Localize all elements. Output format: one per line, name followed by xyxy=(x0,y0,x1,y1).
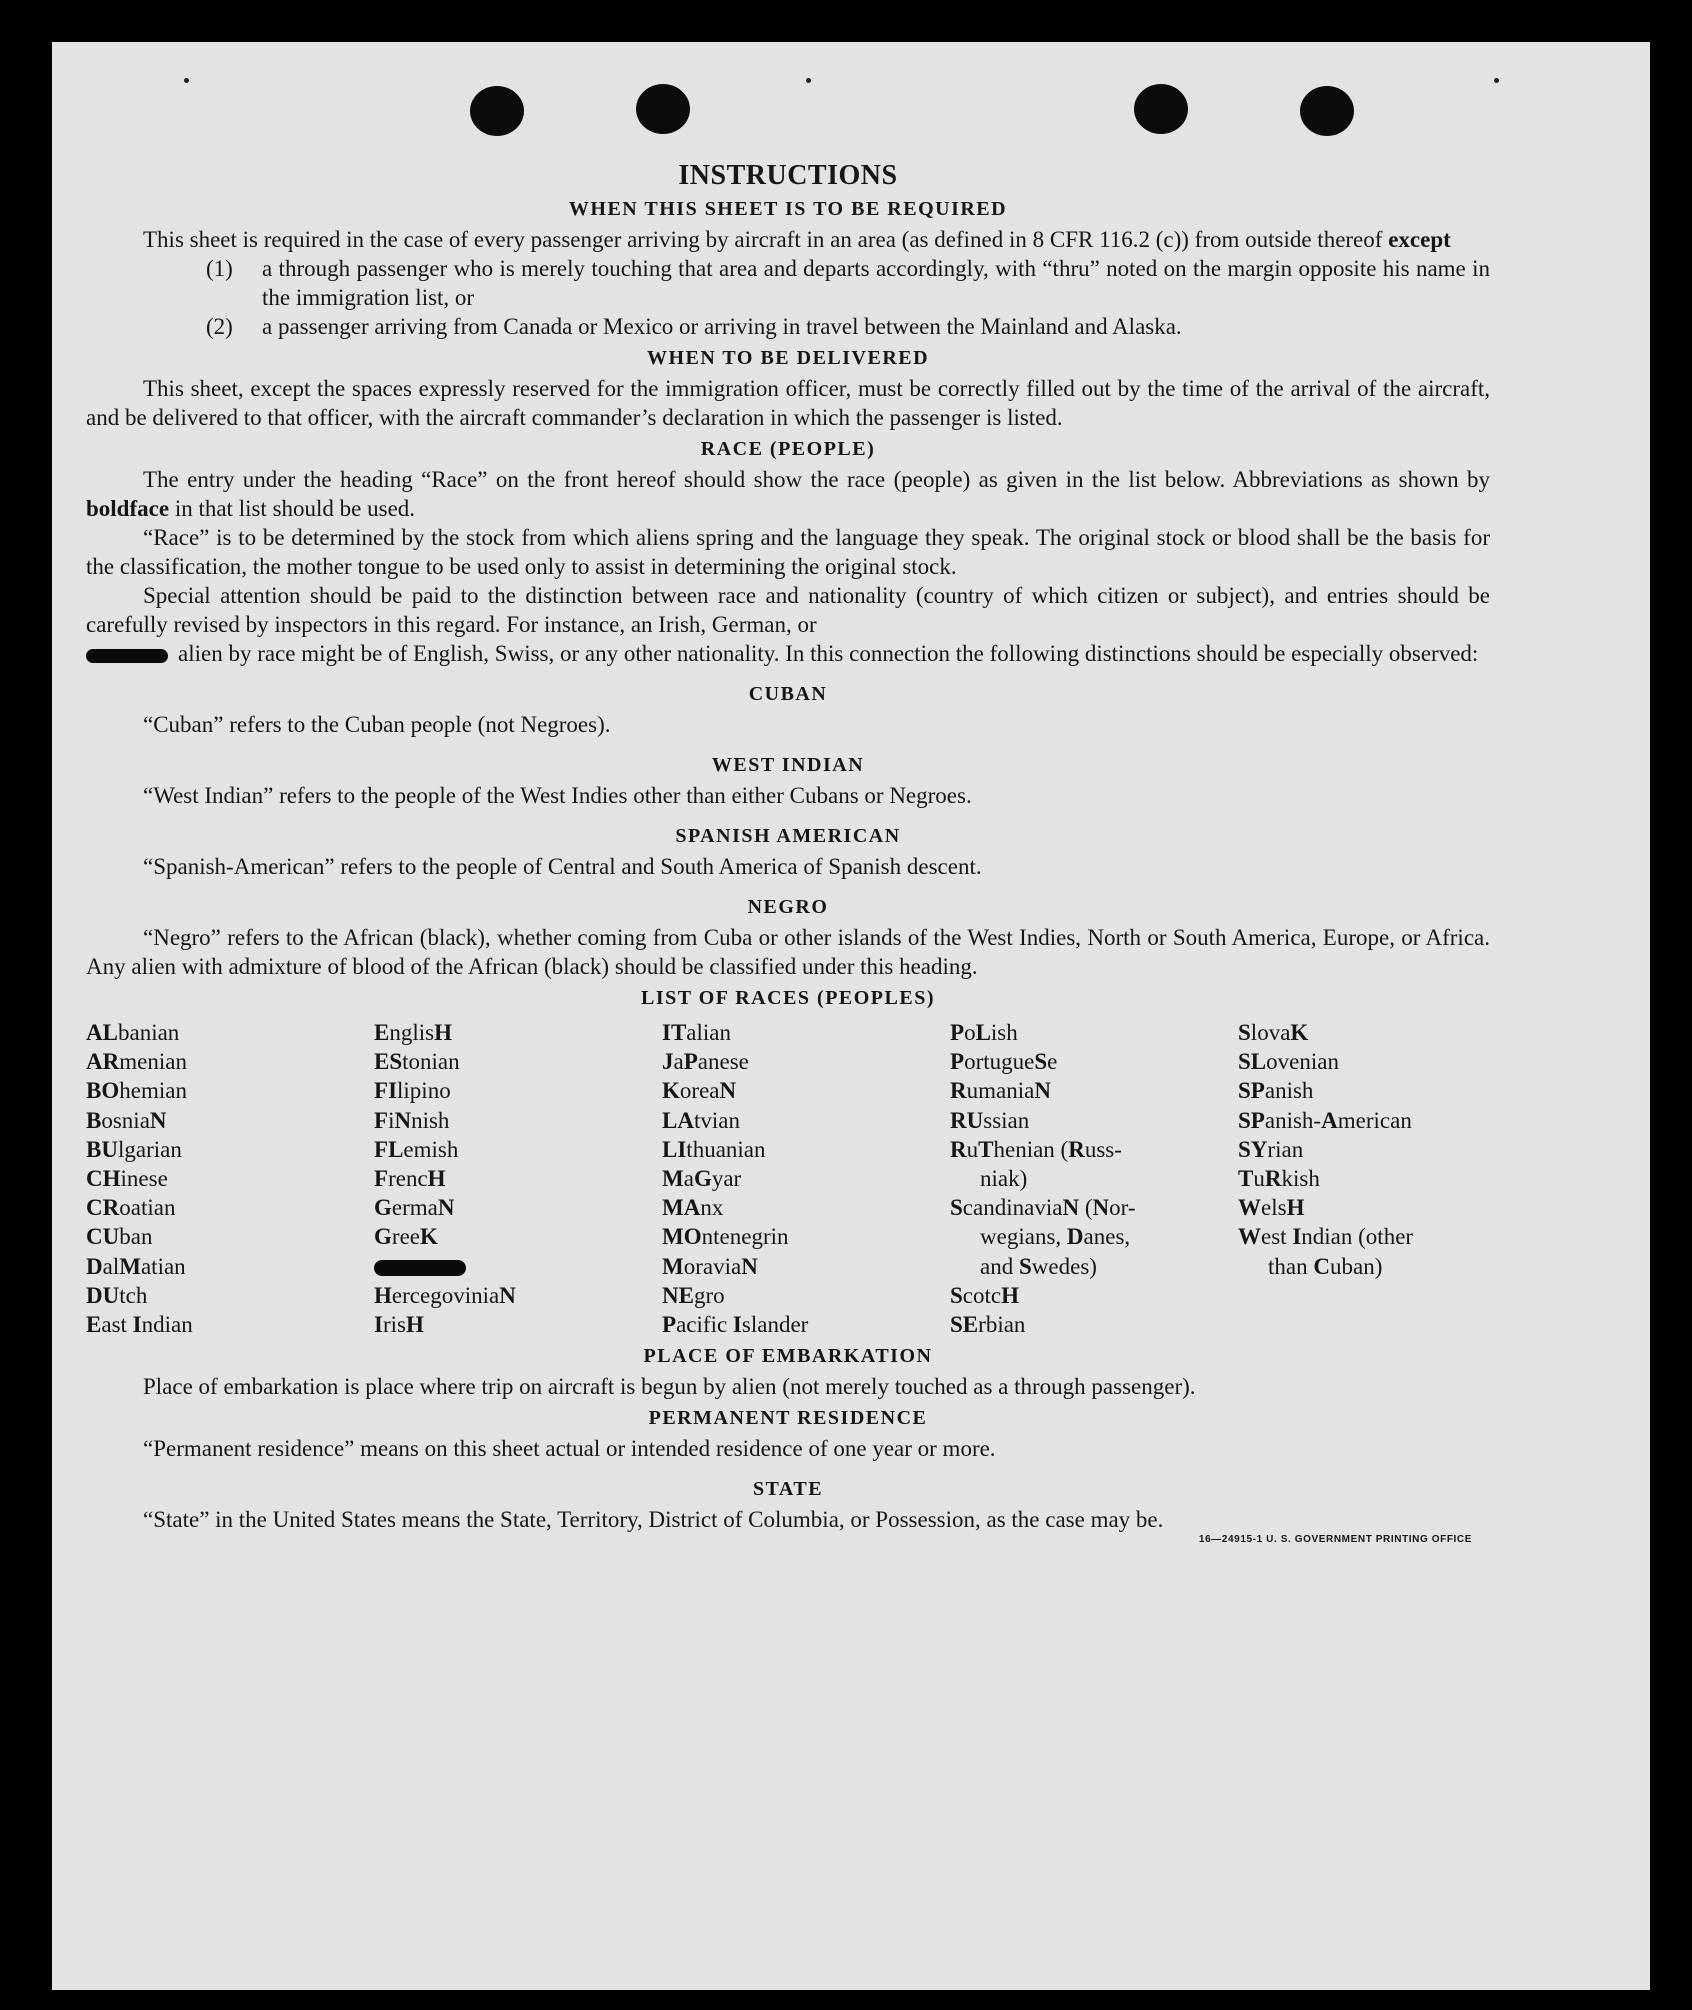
race-item: East Indian xyxy=(86,1312,193,1338)
punch-hole xyxy=(1134,84,1188,134)
race-item: ARmenian xyxy=(86,1049,187,1075)
race-paragraph-2: “Race” is to be determined by the stock from which aliens spring and the language they speak. The original stock or blood shall be the basis for the classification, the mother tongue to be used only to assist in determining the original stock. xyxy=(86,525,1490,579)
printer-line xyxy=(86,1534,1490,1545)
state-text: “State” in the United States means the State, Territory, District of Columbia, or Possession, as the case may be. xyxy=(143,1507,1164,1533)
section-heading-spanish-american: SPANISH AMERICAN xyxy=(675,825,901,847)
section-heading-delivered: WHEN TO BE DELIVERED xyxy=(646,347,930,369)
race-item: KoreaN xyxy=(662,1078,737,1104)
race-item: wegians, Danes, xyxy=(980,1224,1131,1250)
race-item: than Cuban) xyxy=(1268,1253,1383,1279)
race-item: WelsH xyxy=(1238,1195,1305,1221)
race-paragraph-1: The entry under the heading “Race” on the front hereof should show the race (people) as given in the list below. Abbreviations as shown by boldface in that list should be used. xyxy=(86,467,1490,521)
race-item: NEgro xyxy=(662,1282,725,1308)
west-indian-definition: “West Indian” refers to the people of the West Indies other than either Cubans or Negroes. xyxy=(143,783,972,808)
race-item: ScandinaviaN (Nor- xyxy=(950,1195,1136,1221)
document-page xyxy=(52,42,1650,1990)
race-item: CRoatian xyxy=(86,1195,176,1221)
race-item: EStonian xyxy=(374,1049,460,1075)
races-column xyxy=(374,1018,662,1339)
section-heading-negro: NEGRO xyxy=(747,896,829,918)
race-item: GreeK xyxy=(374,1224,438,1250)
race-item: DUtch xyxy=(86,1282,148,1308)
speck xyxy=(184,78,189,83)
race-item: SlovaK xyxy=(1238,1020,1309,1045)
embarkation-text: Place of embarkation is place where trip on aircraft is begun by alien (not merely touched as a through passenger). xyxy=(143,1374,1196,1400)
race-item: HercegoviniaN xyxy=(374,1282,516,1308)
race-item: SPanish-American xyxy=(1238,1107,1412,1133)
race-item: BUlgarian xyxy=(86,1136,182,1162)
races-column xyxy=(1238,1018,1488,1339)
redaction-mark xyxy=(374,1260,466,1276)
race-item: BosniaN xyxy=(86,1107,167,1133)
race-item: EnglisH xyxy=(374,1020,452,1045)
section-heading-list-of-races: LIST OF RACES (PEOPLES) xyxy=(640,987,935,1009)
race-item: MoraviaN xyxy=(662,1253,758,1279)
race-item-redacted xyxy=(374,1252,662,1281)
exception-item: (1) a through passenger who is merely touching that area and departs accordingly, with “thru” noted on the margin opposite his name in the immigration list, or xyxy=(206,256,1490,310)
race-item: FiNnish xyxy=(374,1107,450,1133)
race-item: SYrian xyxy=(1238,1136,1304,1162)
race-item: RuThenian (Russ- xyxy=(950,1136,1122,1162)
delivered-text: This sheet, except the spaces expressly reserved for the immigration officer, must be correctly filled out by the time of the arrival of the aircraft, and be delivered to that officer, with the aircraft commander’s declaration in which the passenger is listed. xyxy=(86,376,1490,430)
race-item: RumaniaN xyxy=(950,1078,1051,1104)
race-item: BOhemian xyxy=(86,1078,187,1104)
section-heading-race: RACE (PEOPLE) xyxy=(700,438,876,460)
race-item: SPanish xyxy=(1238,1078,1314,1104)
punch-hole xyxy=(470,86,524,136)
punch-hole xyxy=(1300,86,1354,136)
cuban-definition: “Cuban” refers to the Cuban people (not Negroes). xyxy=(143,712,611,737)
section-heading-cuban: CUBAN xyxy=(748,683,828,705)
section-heading-residence: PERMANENT RESIDENCE xyxy=(648,1407,928,1430)
race-item: GermaN xyxy=(374,1195,455,1221)
race-item: FLemish xyxy=(374,1136,459,1162)
race-item: CUban xyxy=(86,1224,153,1250)
speck xyxy=(1494,78,1499,83)
printer-imprint: 16—24915-1 U. S. GOVERNMENT PRINTING OFFICE xyxy=(1198,1534,1472,1546)
section-heading-embarkation: PLACE OF EMBARKATION xyxy=(643,1345,933,1368)
race-item: PortugueSe xyxy=(950,1049,1058,1075)
redaction-mark xyxy=(86,649,168,663)
races-column xyxy=(86,1018,374,1339)
races-column xyxy=(950,1018,1238,1339)
punch-hole xyxy=(636,84,690,134)
race-item: Pacific Islander xyxy=(662,1312,809,1338)
race-item: JaPanese xyxy=(662,1049,749,1075)
races-column xyxy=(662,1018,950,1339)
residence-text: “Permanent residence” means on this sheet actual or intended residence of one year or more. xyxy=(143,1436,996,1462)
instructions-body xyxy=(86,160,1490,1545)
race-item: TuRkish xyxy=(1238,1166,1320,1192)
spanish-american-definition: “Spanish-American” refers to the people of Central and South America of Spanish descent. xyxy=(143,854,982,879)
races-list xyxy=(86,1018,1490,1339)
race-item: MOntenegrin xyxy=(662,1224,789,1250)
section-heading-west-indian: WEST INDIAN xyxy=(711,754,865,776)
race-item: niak) xyxy=(980,1166,1028,1192)
state-footer-row xyxy=(86,1505,1490,1534)
race-item: DalMatian xyxy=(86,1253,186,1279)
race-item: FIlipino xyxy=(374,1078,451,1104)
race-item: West Indian (other xyxy=(1238,1224,1414,1250)
race-item: ScotcH xyxy=(950,1282,1020,1308)
negro-definition: “Negro” refers to the African (black), whether coming from Cuba or other islands of the West Indies, North or South America, Europe, or Africa. Any alien with admixture of blood of the African (black) should be classified under this heading. xyxy=(86,925,1490,979)
race-item: PoLish xyxy=(950,1020,1018,1045)
race-paragraph-3: Special attention should be paid to the distinction between race and nationality (country of which citizen or subject), and entries should be carefully revised by inspectors in this regard. For instance, an Irish, German, or alien by race might be of English, Swiss, or any other nationality. In this connection the following distinctions should be especially observed: xyxy=(86,583,1490,666)
section-heading-required: WHEN THIS SHEET IS TO BE REQUIRED xyxy=(568,198,1008,220)
race-item: ALbanian xyxy=(86,1020,180,1045)
page-title: INSTRUCTIONS xyxy=(678,160,898,191)
exception-item: (2) a passenger arriving from Canada or Mexico or arriving in travel between the Mainland and Alaska. xyxy=(206,314,1182,339)
speck xyxy=(806,78,811,83)
race-item: and Swedes) xyxy=(980,1253,1097,1279)
race-item: LAtvian xyxy=(662,1107,740,1133)
race-item: LIthuanian xyxy=(662,1136,766,1162)
required-intro: This sheet is required in the case of every passenger arriving by aircraft in an area (as defined in 8 CFR 116.2 (c)) from outside thereof except xyxy=(143,227,1451,252)
race-item: MaGyar xyxy=(662,1166,742,1192)
race-item: SErbian xyxy=(950,1312,1026,1338)
race-item: CHinese xyxy=(86,1166,168,1192)
race-item: FrencH xyxy=(374,1166,446,1192)
race-item: SLovenian xyxy=(1238,1049,1339,1075)
race-item: RUssian xyxy=(950,1107,1030,1133)
section-heading-state: STATE xyxy=(752,1478,824,1501)
race-item: ITalian xyxy=(662,1020,732,1045)
race-item: IrisH xyxy=(374,1312,424,1338)
race-item: MAnx xyxy=(662,1195,724,1221)
